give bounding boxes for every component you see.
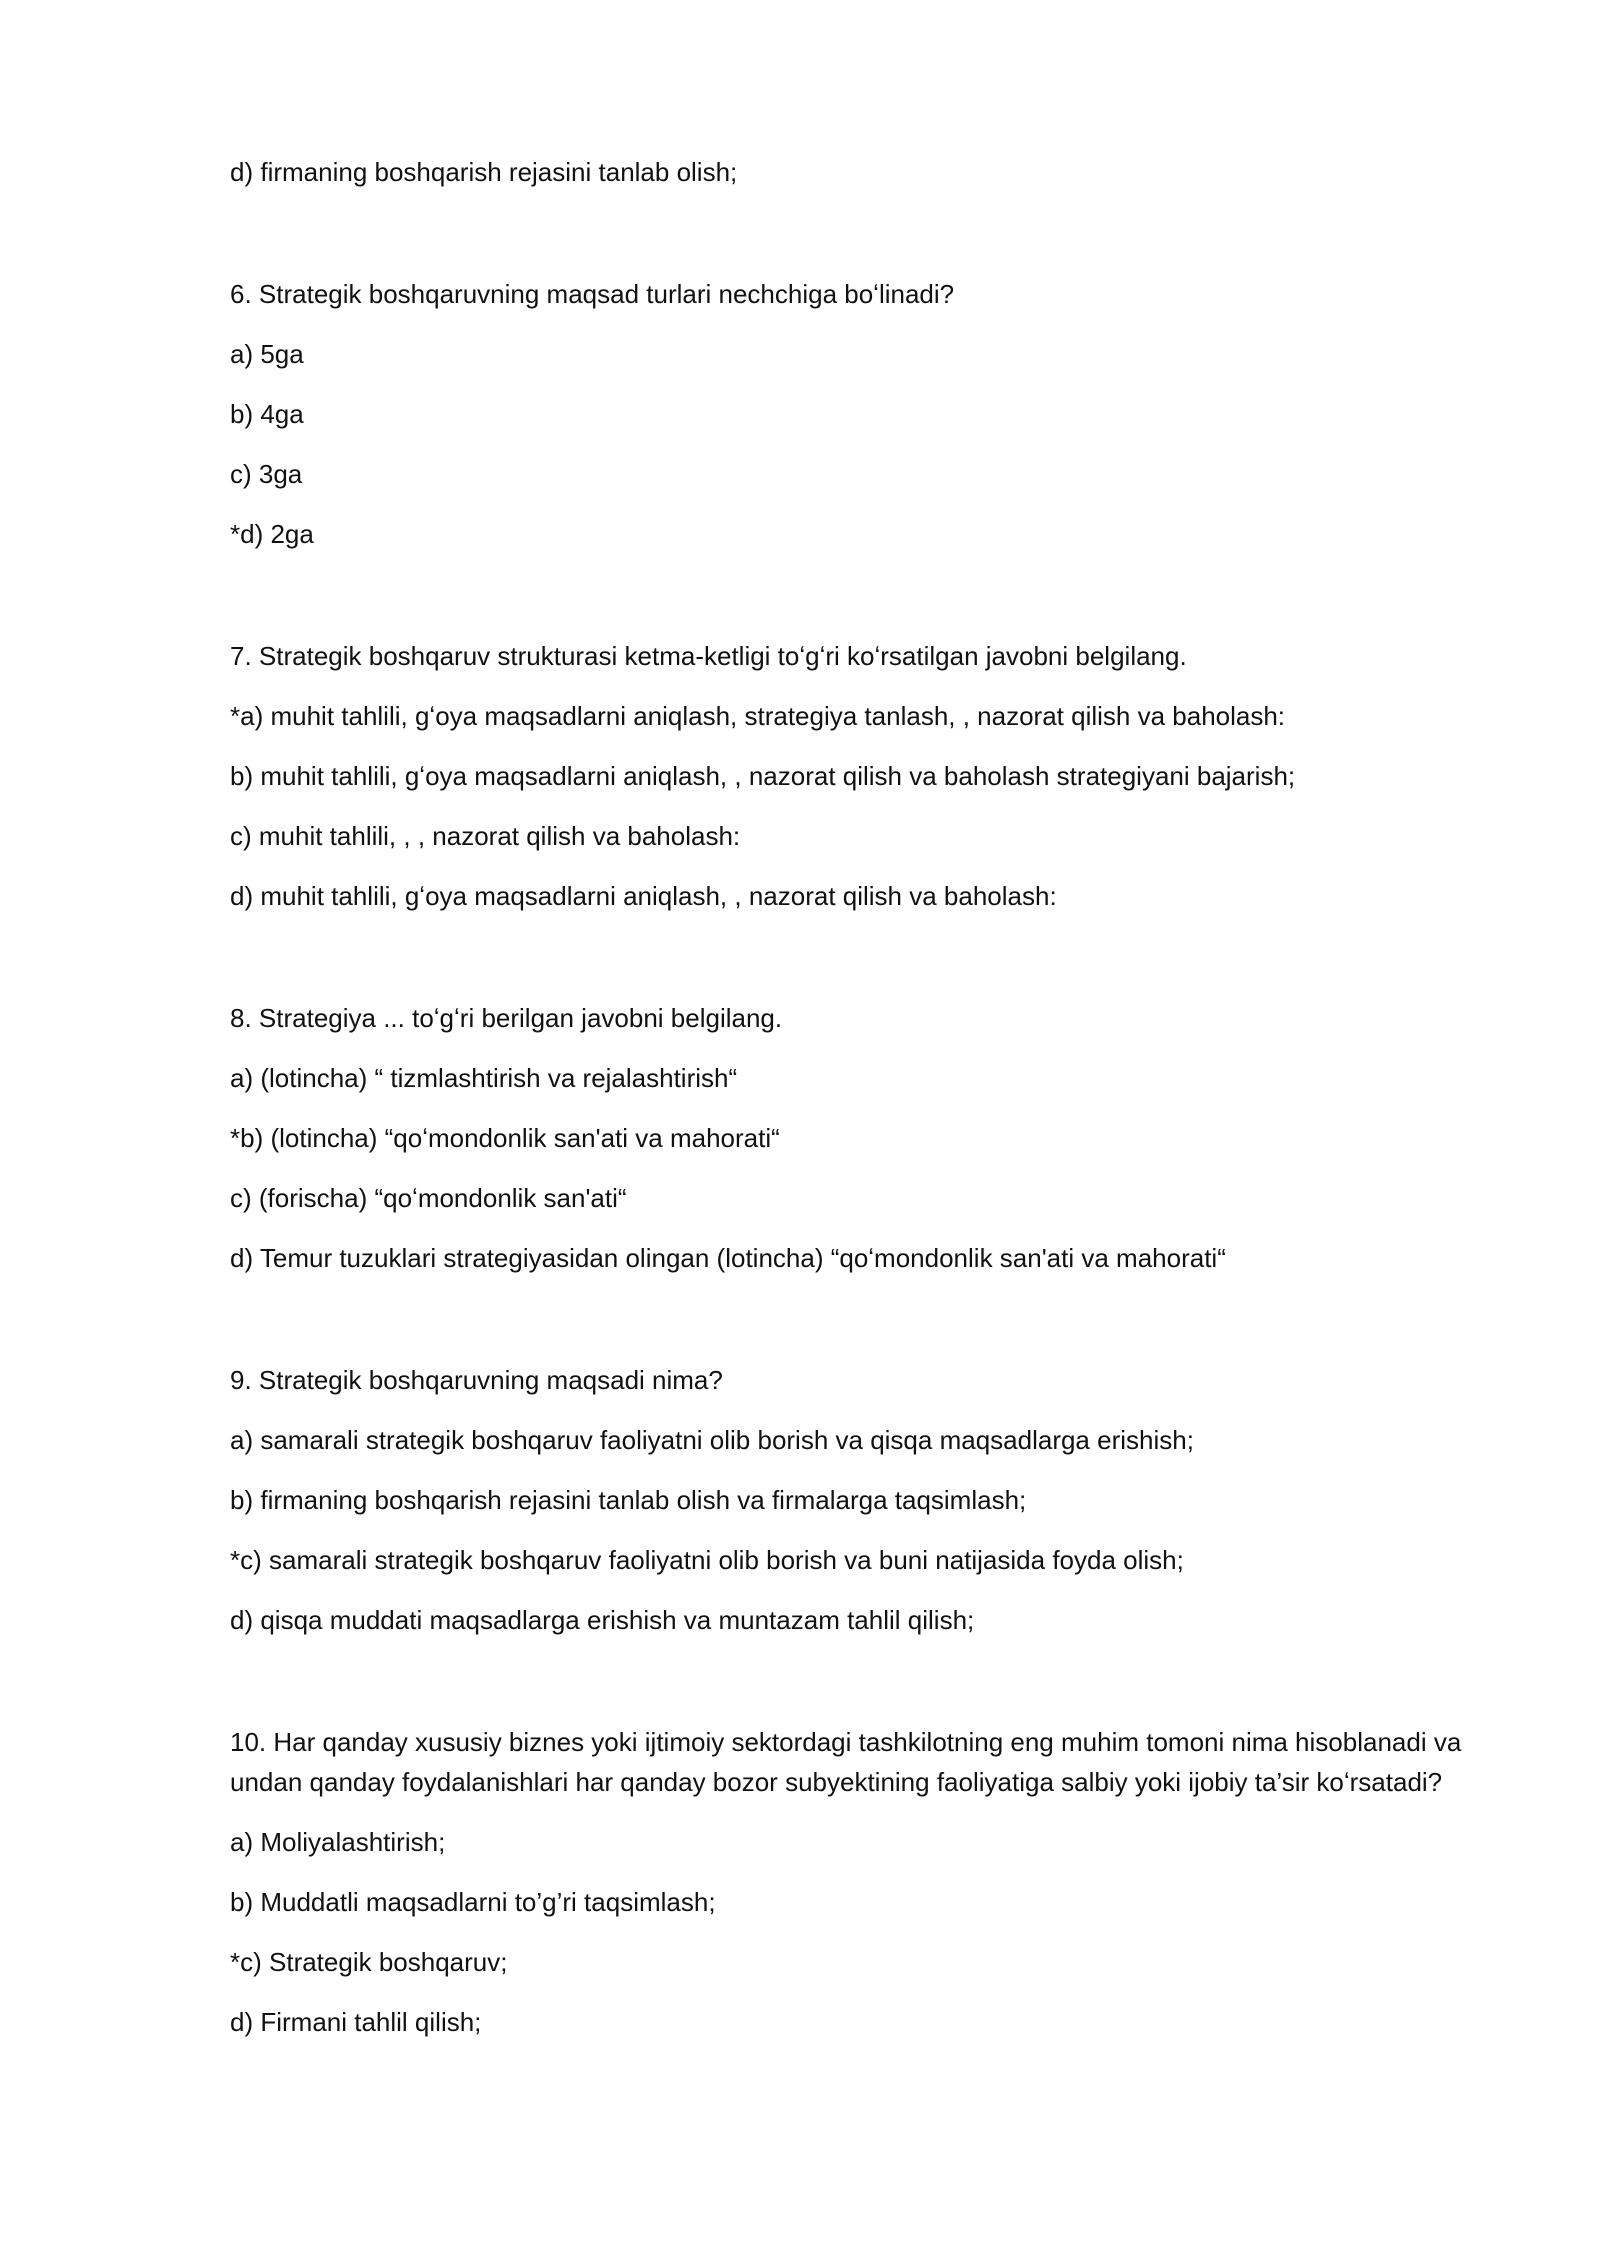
- question-block-6: [230, 274, 1500, 554]
- question-text: 10. Har qanday xususiy biznes yoki ijtimoiy sektordagi tashkilotning eng muhim tomoni nima hisoblanadi va undan qanday foydalanishlari har qanday bozor subyektining faoliyatiga salbiy yoki ijobiy ta’sir koʻrsatadi?: [230, 1727, 1462, 1797]
- answer-option-correct: *b) (lotincha) “qoʻmondonlik san'ati va mahorati“: [230, 1123, 780, 1153]
- answer-option: a) (lotincha) “ tizmlashtirish va rejalashtirish“: [230, 1063, 738, 1093]
- answer-option: b) 4ga: [230, 399, 304, 429]
- question-block-8: [230, 998, 1500, 1278]
- answer-option: c) (forischa) “qoʻmondonlik san'ati“: [230, 1183, 627, 1213]
- answer-option: c) muhit tahlili, , , nazorat qilish va baholash:: [230, 821, 741, 851]
- answer-option: d) Temur tuzuklari strategiyasidan olingan (lotincha) “qoʻmondonlik san'ati va mahorati“: [230, 1243, 1226, 1273]
- question-block-9: [230, 1360, 1500, 1640]
- document-content: [230, 152, 1500, 2062]
- answer-option: d) Firmani tahlil qilish;: [230, 2007, 482, 2037]
- answer-option: a) Moliyalashtirish;: [230, 1827, 446, 1857]
- answer-option-correct: *c) Strategik boshqaruv;: [230, 1947, 508, 1977]
- answer-option: b) muhit tahlili, gʻoya maqsadlarni aniqlash, , nazorat qilish va baholash strategiyani bajarish;: [230, 761, 1296, 791]
- answer-option: b) Muddatli maqsadlarni to’g’ri taqsimlash;: [230, 1887, 716, 1917]
- lead-option: d) firmaning boshqarish rejasini tanlab olish;: [230, 157, 738, 187]
- answer-option: b) firmaning boshqarish rejasini tanlab olish va firmalarga taqsimlash;: [230, 1485, 1027, 1515]
- answer-option-correct: *d) 2ga: [230, 519, 314, 549]
- answer-option: a) samarali strategik boshqaruv faoliyatni olib borish va qisqa maqsadlarga erishish;: [230, 1425, 1194, 1455]
- question-text: 9. Strategik boshqaruvning maqsadi nima?: [230, 1365, 723, 1395]
- answer-option: d) muhit tahlili, gʻoya maqsadlarni aniqlash, , nazorat qilish va baholash:: [230, 881, 1057, 911]
- question-block-7: [230, 636, 1500, 916]
- answer-option: a) 5ga: [230, 339, 304, 369]
- answer-option: c) 3ga: [230, 459, 303, 489]
- answer-option-correct: *c) samarali strategik boshqaruv faoliyatni olib borish va buni natijasida foyda olish;: [230, 1545, 1184, 1575]
- question-block-10: [230, 1722, 1500, 2042]
- question-text: 8. Strategiya ... toʻgʻri berilgan javobni belgilang.: [230, 1003, 783, 1033]
- question-text: 7. Strategik boshqaruv strukturasi ketma-ketligi toʻgʻri koʻrsatilgan javobni belgilang.: [230, 641, 1187, 671]
- answer-option-correct: *a) muhit tahlili, gʻoya maqsadlarni aniqlash, strategiya tanlash, , nazorat qilish va baholash:: [230, 701, 1286, 731]
- answer-option: d) qisqa muddati maqsadlarga erishish va muntazam tahlil qilish;: [230, 1605, 975, 1635]
- question-text: 6. Strategik boshqaruvning maqsad turlari nechchiga boʻlinadi?: [230, 279, 955, 309]
